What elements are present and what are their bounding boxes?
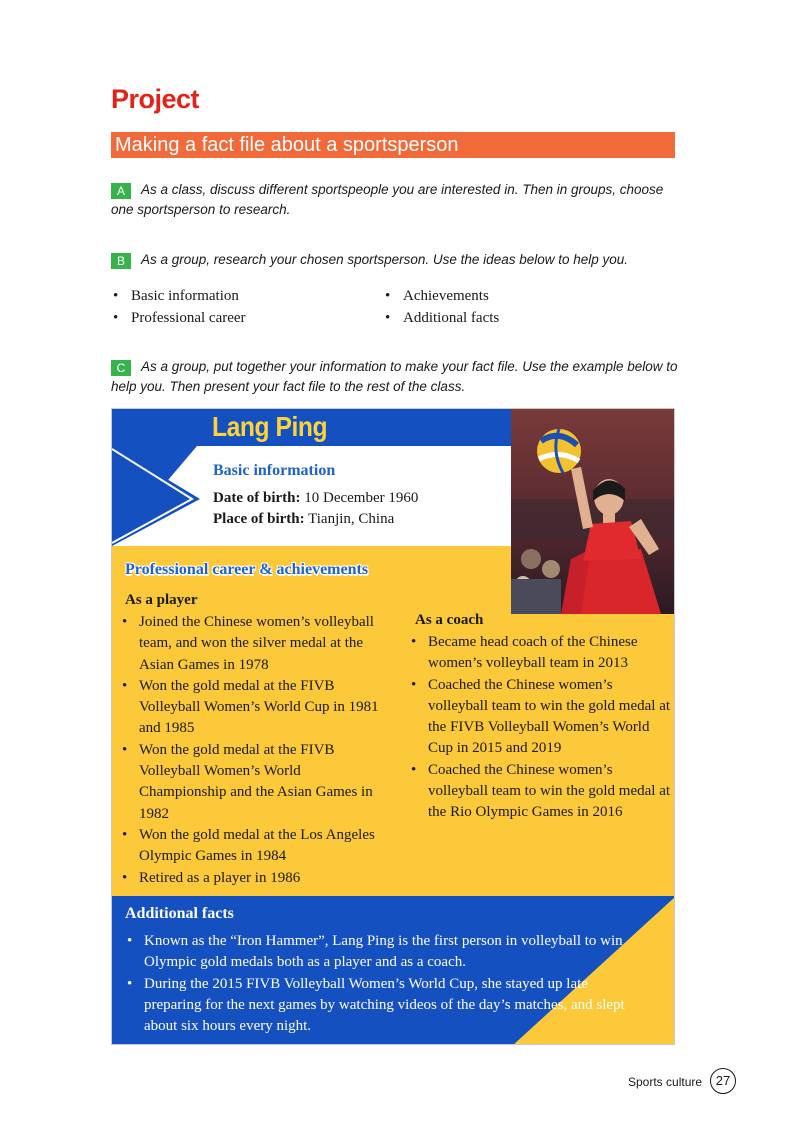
list-item: • Won the gold medal at the Los Angeles Olympic Games in 1984 xyxy=(120,825,380,868)
pob-label: Place of birth: xyxy=(213,511,305,527)
task-b-badge: B xyxy=(111,253,131,269)
page-subtitle: Making a fact file about a sportsperson xyxy=(115,134,459,156)
task-a-badge: A xyxy=(111,183,131,199)
task-a-text: As a class, discuss different sportspeople you are interested in. Then in groups, choose one sportsperson to research. xyxy=(111,182,664,217)
place-of-birth xyxy=(213,509,394,530)
fact-file-card xyxy=(111,408,675,1045)
ideas-left-list xyxy=(113,285,246,329)
sportsperson-name: Lang Ping xyxy=(212,411,328,442)
list-item: • Became head coach of the Chinese women’s volleyball team in 2013 xyxy=(409,632,671,675)
task-c xyxy=(111,357,681,397)
task-b xyxy=(111,250,681,270)
list-item: • Coached the Chinese women’s volleyball team to win the gold medal at the Rio Olympic Games in 2016 xyxy=(409,760,671,824)
idea-item: • Professional career xyxy=(113,307,246,329)
dob-value: 10 December 1960 xyxy=(300,490,419,506)
page-number: 27 xyxy=(710,1068,736,1094)
footer-section: Sports culture xyxy=(628,1075,703,1089)
list-item: • Joined the Chinese women’s volleyball team, and won the silver medal at the Asian Games in 1978 xyxy=(120,612,380,676)
coach-heading: As a coach xyxy=(415,612,484,628)
dob-label: Date of birth: xyxy=(213,490,301,506)
date-of-birth xyxy=(213,488,418,509)
additional-facts-heading: Additional facts xyxy=(125,905,234,922)
ideas-right-list xyxy=(385,285,499,329)
list-item: • Retired as a player in 1986 xyxy=(120,868,380,889)
sportsperson-photo xyxy=(511,409,675,614)
list-item: • Won the gold medal at the FIVB Volleyball Women’s World Cup in 1981 and 1985 xyxy=(120,676,380,740)
task-c-badge: C xyxy=(111,360,131,376)
list-item: • Won the gold medal at the FIVB Volleyball Women’s World Championship and the Asian Games in 1982 xyxy=(120,740,380,825)
task-c-text: As a group, put together your information to make your fact file. Use the example below to help you. Then present your fact file to the rest of the class. xyxy=(111,359,678,394)
list-item: • Coached the Chinese women’s volleyball team to win the gold medal at the FIVB Volleyball Women’s World Cup in 2015 and 2019 xyxy=(409,675,671,760)
list-item: • Known as the “Iron Hammer”, Lang Ping is the first person in volleyball to win Olympic gold medals both as a player and as a coach. xyxy=(125,931,635,974)
player-heading: As a player xyxy=(125,592,198,608)
idea-item: • Achievements xyxy=(385,285,499,307)
pob-value: Tianjin, China xyxy=(304,511,395,527)
career-heading: Professional career & achievements xyxy=(125,561,369,578)
idea-item: • Basic information xyxy=(113,285,246,307)
idea-item: • Additional facts xyxy=(385,307,499,329)
task-a xyxy=(111,180,681,220)
player-list xyxy=(120,612,380,889)
page-title: Project xyxy=(111,84,200,114)
additional-facts-list xyxy=(125,931,635,1037)
coach-list xyxy=(409,632,671,824)
basic-info-heading: Basic information xyxy=(213,462,336,479)
list-item: • During the 2015 FIVB Volleyball Women’s World Cup, she stayed up late preparing for the next games by watching videos of the day’s matches, and slept about six hours every night. xyxy=(125,974,635,1038)
task-b-text: As a group, research your chosen sportsperson. Use the ideas below to help you. xyxy=(141,252,629,267)
